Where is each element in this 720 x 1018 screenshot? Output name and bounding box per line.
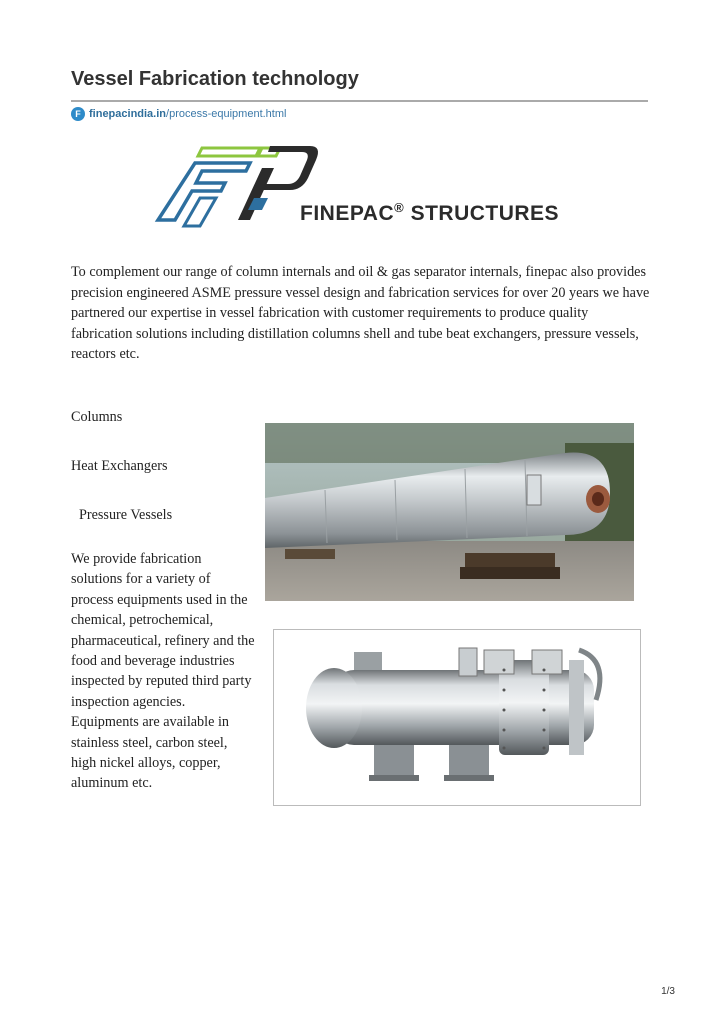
finepac-logo bbox=[150, 138, 580, 233]
source-path[interactable]: /process-equipment.html bbox=[166, 108, 287, 120]
document-title: Vessel Fabrication technology bbox=[71, 68, 359, 90]
logo-wordmark bbox=[300, 200, 559, 226]
intro-paragraph: To complement our range of column internals and oil & gas separator internals, finepac also provides precision engineered ASME pressure vessel design and fabrication services for over 20 years we have partnered our expertise in vessel fabrication with customer requirements to produce quality fabrication solutions including distillation columns shell and tube beat exchangers, pressure vessels, reactors etc. bbox=[71, 264, 650, 363]
source-link[interactable] bbox=[71, 107, 286, 121]
body-paragraph: We provide fabrication solutions for a variety of process equipments used in the chemical, petrochemical, pharmaceutical, refinery and the food and beverage industries inspected by reputed third party inspection agencies. Equipments are available in stainless steel, carbon steel, high nickel alloys, copper, aluminum etc. bbox=[71, 551, 255, 792]
column-vessel-image bbox=[265, 423, 634, 601]
title-divider bbox=[71, 100, 648, 102]
logo-brand: FINEPAC bbox=[300, 202, 395, 225]
heat-exchanger-image bbox=[273, 629, 641, 806]
logo-suffix: STRUCTURES bbox=[410, 202, 560, 225]
source-domain[interactable]: finepacindia.in bbox=[89, 108, 167, 120]
section-pressure-vessels: Pressure Vessels bbox=[79, 507, 173, 523]
favicon-icon: F bbox=[71, 107, 85, 121]
page-number: 1/3 bbox=[661, 986, 675, 997]
section-columns: Columns bbox=[71, 409, 123, 425]
registered-mark: ® bbox=[394, 200, 405, 215]
section-heat-exchangers: Heat Exchangers bbox=[71, 458, 168, 474]
